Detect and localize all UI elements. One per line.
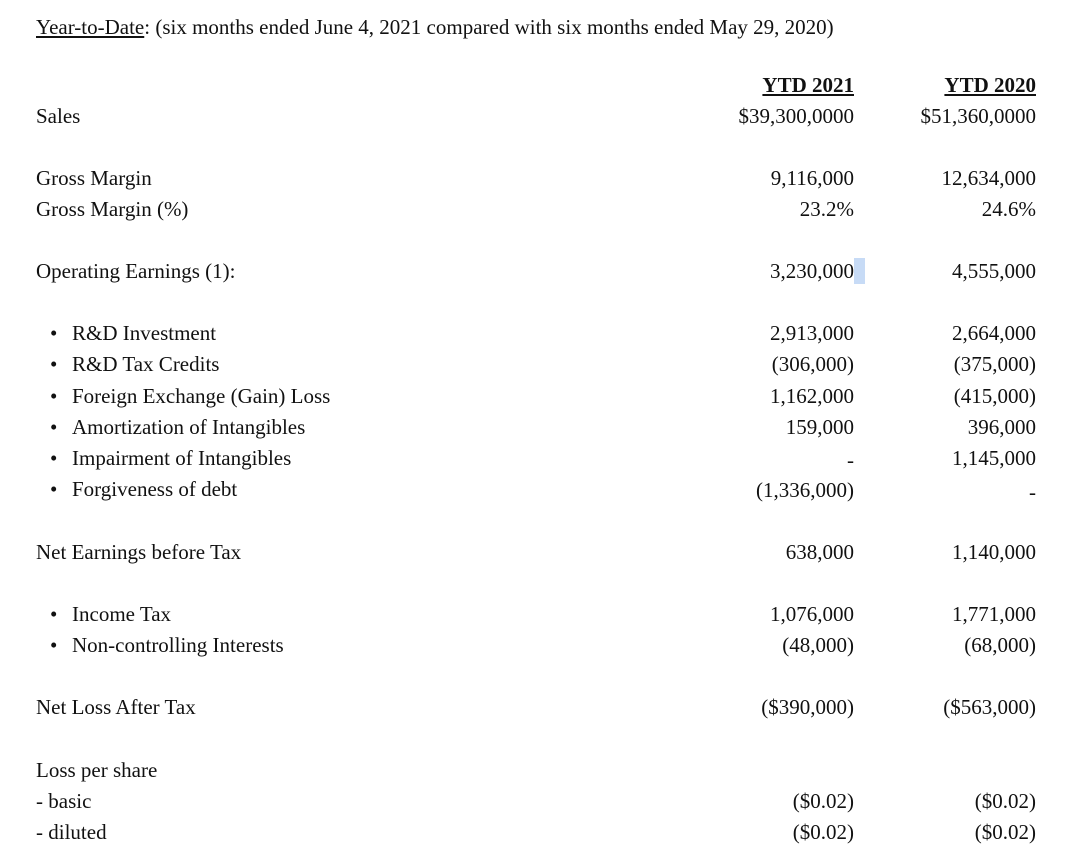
- value-rd-tax-credits-2021: (306,000): [771, 352, 854, 376]
- row-label-income-tax: Income Tax: [72, 602, 172, 626]
- value-amortization-2021: 159,000: [785, 415, 854, 439]
- row-label-rd-tax-credits: R&D Tax Credits: [72, 352, 220, 376]
- row-label-impairment: Impairment of Intangibles: [72, 446, 292, 470]
- bullet-icon: •: [50, 321, 58, 345]
- value-foreign-exchange-2021: 1,162,000: [770, 384, 854, 408]
- value-net-earnings-before-tax-2021: 638,000: [785, 540, 854, 564]
- row-label-sales: Sales: [36, 104, 81, 128]
- row-label-loss-per-share: Loss per share: [36, 758, 158, 782]
- list-item-non-controlling-interests: [50, 632, 284, 658]
- value-gross-margin-2020: 12,634,000: [941, 166, 1036, 190]
- list-item-rd-tax-credits: [50, 351, 219, 377]
- value-rd-investment-2021: 2,913,000: [770, 321, 854, 345]
- row-label-net-loss-after-tax: Net Loss After Tax: [36, 695, 196, 719]
- value-sales-2020: $51,360,0000: [920, 104, 1036, 128]
- row-label-diluted: - diluted: [36, 820, 107, 844]
- value-gross-margin-pct-2021: 23.2%: [799, 197, 854, 221]
- list-item-impairment: [50, 445, 291, 471]
- bullet-icon: •: [50, 633, 58, 657]
- bullet-icon: •: [50, 477, 58, 501]
- row-label-foreign-exchange: Foreign Exchange (Gain) Loss: [72, 384, 331, 408]
- list-item-amortization: [50, 414, 305, 440]
- bullet-icon: •: [50, 602, 58, 626]
- value-non-controlling-interests-2021: (48,000): [782, 633, 854, 657]
- value-non-controlling-interests-2020: (68,000): [964, 633, 1036, 657]
- column-header-ytd2020: YTD 2020: [944, 73, 1036, 97]
- title-rest: : (six months ended June 4, 2021 compared with six months ended May 29, 2020): [144, 15, 834, 39]
- value-gross-margin-2021: 9,116,000: [770, 166, 854, 190]
- list-item-forgiveness: [50, 476, 237, 502]
- value-operating-earnings-2020: 4,555,000: [952, 259, 1036, 283]
- row-label-forgiveness: Forgiveness of debt: [72, 477, 238, 501]
- row-label-amortization: Amortization of Intangibles: [72, 415, 306, 439]
- row-label-operating-earnings: Operating Earnings (1):: [36, 259, 236, 283]
- value-net-loss-after-tax-2020: ($563,000): [943, 695, 1036, 719]
- row-label-gross-margin-pct: Gross Margin (%): [36, 197, 189, 221]
- bullet-icon: •: [50, 384, 58, 408]
- row-label-net-earnings-before-tax: Net Earnings before Tax: [36, 540, 242, 564]
- value-forgiveness-2020: -: [1029, 480, 1036, 504]
- value-operating-earnings-2021-wrap: [770, 258, 865, 284]
- row-label-gross-margin: Gross Margin: [36, 166, 152, 190]
- value-impairment-2021: -: [847, 448, 854, 472]
- title-lead: Year-to-Date: [36, 15, 145, 39]
- bullet-icon: •: [50, 352, 58, 376]
- value-net-loss-after-tax-2021: ($390,000): [761, 695, 854, 719]
- value-operating-earnings-2021: 3,230,000: [770, 259, 854, 283]
- list-item-income-tax: [50, 601, 171, 627]
- list-item-foreign-exchange: [50, 383, 330, 409]
- value-income-tax-2020: 1,771,000: [952, 602, 1036, 626]
- value-sales-2021: $39,300,0000: [738, 104, 854, 128]
- row-label-basic: - basic: [36, 789, 92, 813]
- value-income-tax-2021: 1,076,000: [770, 602, 854, 626]
- value-diluted-2020: ($0.02): [974, 820, 1036, 844]
- text-selection-highlight: [854, 258, 865, 284]
- value-rd-tax-credits-2020: (375,000): [953, 352, 1036, 376]
- list-item-rd-investment: [50, 320, 216, 346]
- value-forgiveness-2021: (1,336,000): [756, 478, 854, 502]
- value-basic-2021: ($0.02): [792, 789, 854, 813]
- value-net-earnings-before-tax-2020: 1,140,000: [952, 540, 1036, 564]
- value-diluted-2021: ($0.02): [792, 820, 854, 844]
- value-foreign-exchange-2020: (415,000): [953, 384, 1036, 408]
- row-label-non-controlling-interests: Non-controlling Interests: [72, 633, 284, 657]
- column-header-ytd2021: YTD 2021: [762, 73, 854, 97]
- row-label-rd-investment: R&D Investment: [72, 321, 217, 345]
- value-impairment-2020: 1,145,000: [952, 446, 1036, 470]
- document-title: [36, 14, 834, 40]
- value-gross-margin-pct-2020: 24.6%: [981, 197, 1036, 221]
- value-amortization-2020: 396,000: [967, 415, 1036, 439]
- bullet-icon: •: [50, 415, 58, 439]
- bullet-icon: •: [50, 446, 58, 470]
- value-rd-investment-2020: 2,664,000: [952, 321, 1036, 345]
- value-basic-2020: ($0.02): [974, 789, 1036, 813]
